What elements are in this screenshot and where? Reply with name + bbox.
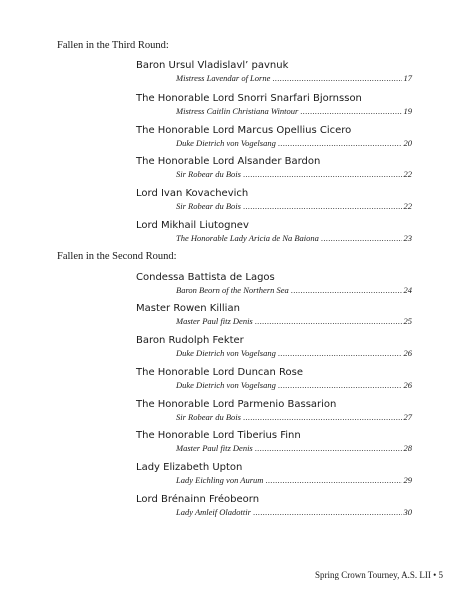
combatant-name: The Honorable Lord Parmenio Bassarion	[136, 399, 337, 410]
consort-name: Duke Dietrich von Vogelsang	[176, 380, 276, 390]
dot-leader	[253, 507, 402, 517]
list-item	[136, 367, 412, 390]
consort-name: Lady Amleif Oladottir	[176, 507, 251, 517]
list-item	[136, 93, 412, 116]
list-item	[136, 125, 412, 148]
dot-leader	[255, 316, 402, 326]
consort-line	[176, 201, 412, 211]
consort-line	[176, 348, 412, 358]
list-item	[136, 399, 412, 422]
consort-line	[176, 507, 412, 517]
combatant-name: Lord Ivan Kovachevich	[136, 188, 249, 199]
page-number: 22	[403, 201, 412, 211]
combatant-name: The Honorable Lord Alsander Bardon	[136, 156, 321, 167]
page-number: 28	[403, 443, 412, 453]
page-number: 29	[403, 475, 412, 485]
consort-line	[176, 475, 412, 485]
consort-name: Mistress Caitlin Christiana Wintour	[176, 106, 299, 116]
consort-line	[176, 106, 412, 116]
dot-leader	[321, 233, 402, 243]
combatant-name: Baron Ursul Vladislavl’ pavnuk	[136, 60, 289, 71]
consort-line	[176, 138, 412, 148]
dot-leader	[243, 201, 402, 211]
dot-leader	[265, 475, 401, 485]
section-heading-second-round: Fallen in the Second Round:	[57, 251, 177, 262]
consort-name: The Honorable Lady Aricia de Na Baiona	[176, 233, 319, 243]
page-number: 22	[403, 169, 412, 179]
page-number: 27	[403, 412, 412, 422]
footer-page-number: 5	[438, 570, 443, 580]
dot-leader	[278, 380, 402, 390]
page-number: 26	[403, 348, 412, 358]
list-item	[136, 335, 412, 358]
consort-line	[176, 443, 412, 453]
dot-leader	[255, 443, 402, 453]
combatant-name: The Honorable Lord Marcus Opellius Cicero	[136, 125, 352, 136]
page-number: 17	[403, 73, 412, 83]
consort-name: Lady Eichling von Aurum	[176, 475, 264, 485]
page-number: 30	[403, 507, 412, 517]
consort-name: Sir Robear du Bois	[176, 201, 241, 211]
consort-name: Sir Robear du Bois	[176, 169, 241, 179]
combatant-name: Lady Elizabeth Upton	[136, 462, 243, 473]
combatant-name: Lord Brénainn Fréobeorn	[136, 494, 260, 505]
list-item	[136, 156, 412, 179]
page-number: 19	[403, 106, 412, 116]
consort-line	[176, 233, 412, 243]
consort-line	[176, 316, 412, 326]
combatant-name: The Honorable Lord Snorri Snarfari Bjornsson	[136, 93, 362, 104]
list-item	[136, 188, 412, 211]
page-footer	[315, 570, 443, 580]
section-heading-third-round: Fallen in the Third Round:	[57, 40, 169, 51]
combatant-name: Condessa Battista de Lagos	[136, 272, 275, 283]
combatant-name: Master Rowen Killian	[136, 303, 240, 314]
consort-name: Master Paul fitz Denis	[176, 316, 253, 326]
list-item	[136, 430, 412, 453]
page-number: 20	[403, 138, 412, 148]
combatant-name: The Honorable Lord Duncan Rose	[136, 367, 304, 378]
consort-name: Baron Beorn of the Northern Sea	[176, 285, 289, 295]
dot-leader	[300, 106, 401, 116]
list-item	[136, 462, 412, 485]
list-item	[136, 494, 412, 517]
list-item	[136, 303, 412, 326]
consort-line	[176, 169, 412, 179]
combatant-name: The Honorable Lord Tiberius Finn	[136, 430, 301, 441]
consort-line	[176, 285, 412, 295]
footer-title: Spring Crown Tourney, A.S. LII	[314, 570, 431, 580]
dot-leader	[278, 138, 402, 148]
list-item	[136, 60, 412, 83]
consort-line	[176, 380, 412, 390]
consort-name: Master Paul fitz Denis	[176, 443, 253, 453]
page-number: 25	[403, 316, 412, 326]
page-number: 26	[403, 380, 412, 390]
dot-leader	[278, 348, 402, 358]
consort-name: Mistress Lavendar of Lorne	[176, 73, 271, 83]
list-item	[136, 272, 412, 295]
dot-leader	[291, 285, 402, 295]
footer-separator: •	[433, 570, 437, 580]
list-item	[136, 220, 412, 243]
page-number: 24	[403, 285, 412, 295]
page-number: 23	[403, 233, 412, 243]
dot-leader	[243, 412, 402, 422]
consort-line	[176, 412, 412, 422]
dot-leader	[272, 73, 401, 83]
dot-leader	[243, 169, 402, 179]
consort-name: Duke Dietrich von Vogelsang	[176, 348, 276, 358]
combatant-name: Lord Mikhail Liutognev	[136, 220, 249, 231]
combatant-name: Baron Rudolph Fekter	[136, 335, 244, 346]
consort-name: Sir Robear du Bois	[176, 412, 241, 422]
consort-name: Duke Dietrich von Vogelsang	[176, 138, 276, 148]
consort-line	[176, 73, 412, 83]
